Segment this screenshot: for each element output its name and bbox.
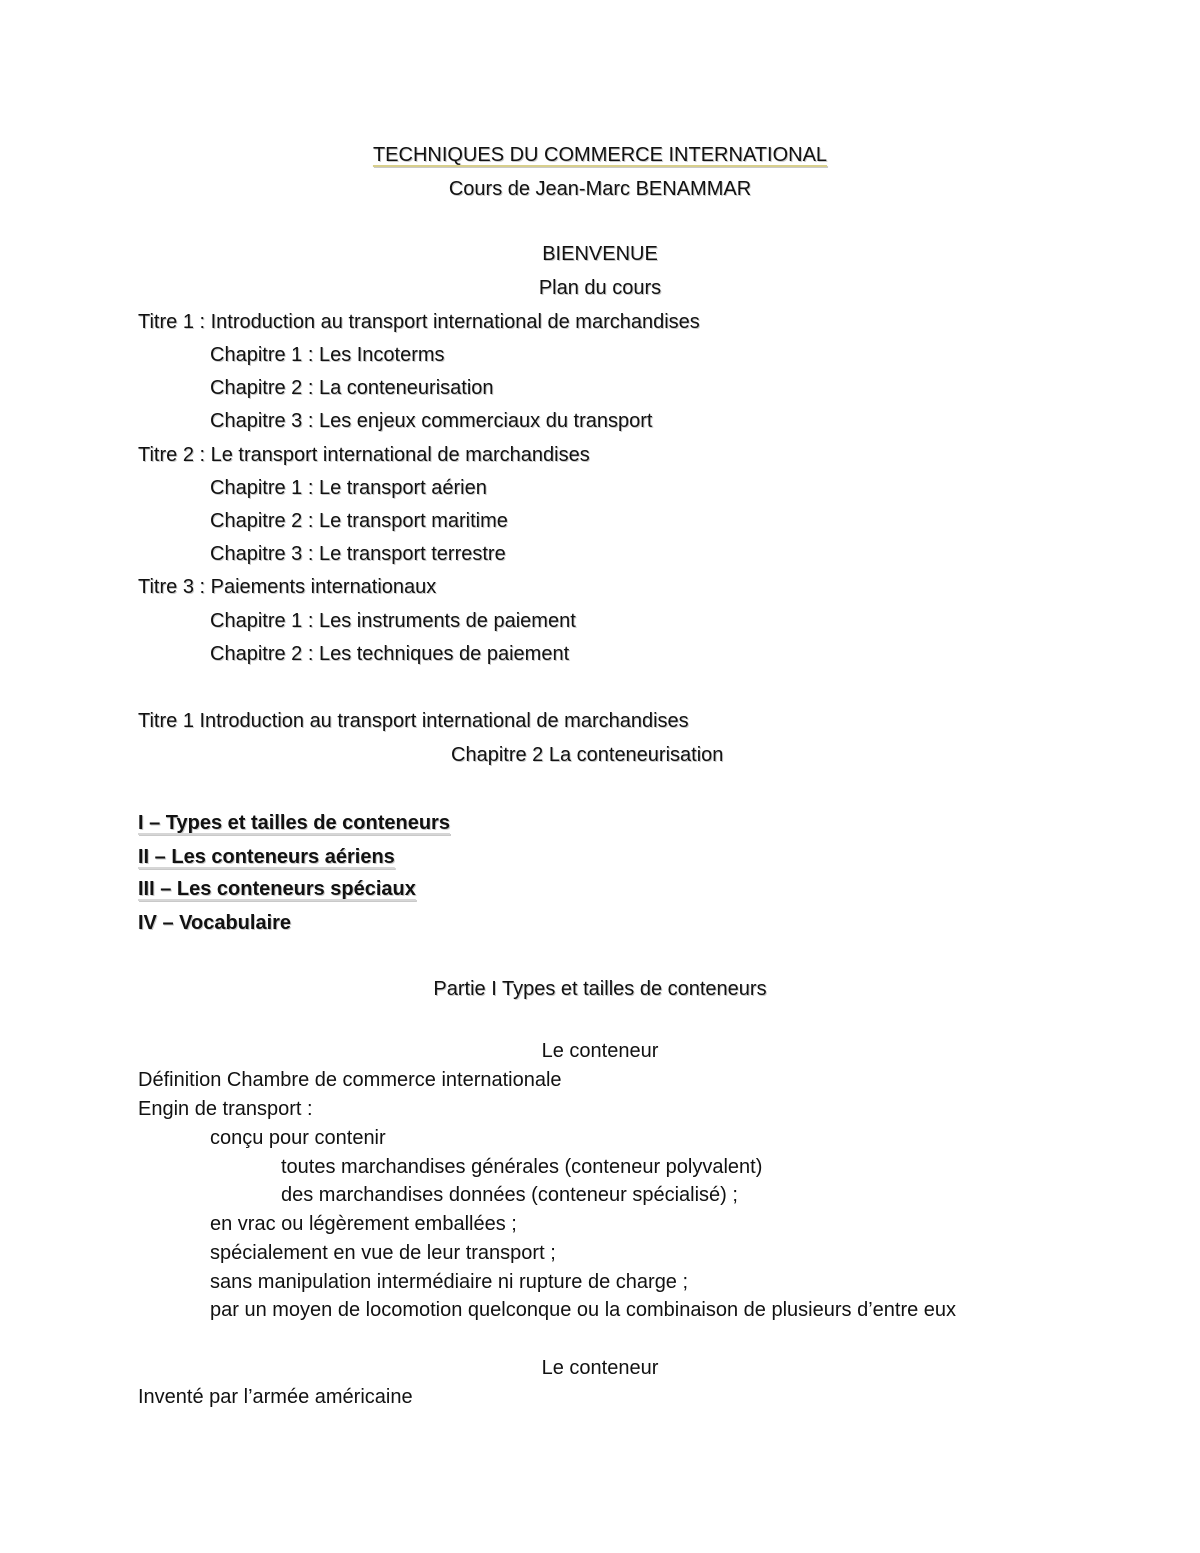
section-titre: Titre 1 Introduction au transport international de marchandises (138, 710, 689, 732)
plan-titre-3-chapter: Chapitre 2 : Les techniques de paiement (210, 643, 570, 665)
plan-titre-2-chapter: Chapitre 3 : Le transport terrestre (210, 543, 506, 565)
course-author: Cours de Jean-Marc BENAMMAR (448, 178, 752, 200)
outline-item: IV – Vocabulaire (138, 912, 292, 934)
plan-titre-3: Titre 3 : Paiements internationaux (138, 576, 437, 598)
definition-line: Définition Chambre de commerce internationale (138, 1069, 562, 1091)
plan-titre-1-chapter: Chapitre 3 : Les enjeux commerciaux du transport (210, 410, 653, 432)
outline-item: I – Types et tailles de conteneurs (138, 812, 450, 834)
definition-line: Engin de transport : (138, 1098, 313, 1120)
plan-titre-3-chapter: Chapitre 1 : Les instruments de paiement (210, 610, 576, 632)
plan-titre-1: Titre 1 : Introduction au transport international de marchandises (138, 311, 700, 333)
definition-line: sans manipulation intermédiaire ni rupture de charge ; (210, 1271, 689, 1293)
plan-titre-2-chapter: Chapitre 1 : Le transport aérien (210, 477, 487, 499)
block-heading: Le conteneur (541, 1357, 659, 1379)
definition-line: en vrac ou légèrement emballées ; (210, 1213, 517, 1235)
section-chapitre: Chapitre 2 La conteneurisation (451, 744, 724, 766)
block-heading: Le conteneur (541, 1040, 659, 1062)
definition-line: conçu pour contenir (210, 1127, 386, 1149)
plan-titre-1-chapter: Chapitre 2 : La conteneurisation (210, 377, 494, 399)
plan-titre-2-chapter: Chapitre 2 : Le transport maritime (210, 510, 508, 532)
definition-line: spécialement en vue de leur transport ; (210, 1242, 556, 1264)
outline-item: III – Les conteneurs spéciaux (138, 878, 416, 900)
plan-heading: Plan du cours (538, 277, 662, 299)
document-title: TECHNIQUES DU COMMERCE INTERNATIONAL (372, 144, 828, 166)
welcome-heading: BIENVENUE (542, 243, 658, 265)
definition-line: par un moyen de locomotion quelconque ou la combinaison de plusieurs d’entre eux (210, 1299, 957, 1321)
body-line: Inventé par l’armée américaine (138, 1386, 413, 1408)
plan-titre-2: Titre 2 : Le transport international de marchandises (138, 444, 590, 466)
partie-heading: Partie I Types et tailles de conteneurs (433, 978, 767, 1000)
definition-line: toutes marchandises générales (conteneur polyvalent) (281, 1156, 763, 1178)
definition-line: des marchandises données (conteneur spécialisé) ; (281, 1184, 738, 1206)
plan-titre-1-chapter: Chapitre 1 : Les Incoterms (210, 344, 445, 366)
outline-item: II – Les conteneurs aériens (138, 846, 395, 868)
